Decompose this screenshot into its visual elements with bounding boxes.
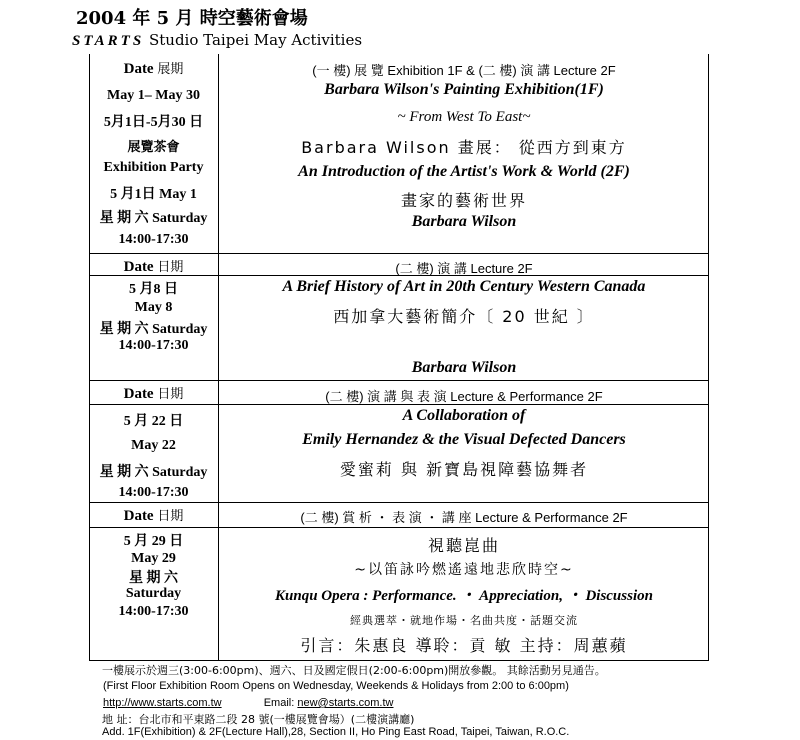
event-subtitle: An Introduction of the Artist's Work & World (2F) — [298, 163, 630, 180]
table-bottom-border — [89, 660, 709, 661]
party-label-zh: 展覽茶會 — [127, 140, 180, 155]
date-zh: 5 月 29 日 — [123, 534, 184, 549]
weekday-zh: 星 期 六 — [129, 571, 178, 586]
section-heading: (一 樓) 展 覽 Exhibition 1F & (二 樓) 演 講 Lecture 2F — [312, 63, 616, 78]
event-tagline: ~ From West To East~ — [397, 109, 531, 125]
address-en: Add. 1F(Exhibition) & 2F(Lecture Hall),28, Section II, Ho Ping East Road, Taipei, Taiwan, R.O.C. — [102, 726, 570, 738]
starts-logo: STARTS — [72, 33, 145, 49]
event-hosts: 引言：朱惠良 導聆：貢 敏 主持：周蕙蘋 — [300, 636, 628, 655]
date: May 29 — [131, 551, 176, 566]
row-divider — [89, 527, 709, 528]
event-tagline-zh: ~以笛詠吟燃遙遠地悲欣時空~ — [354, 562, 574, 578]
date-header: Date 日期 — [123, 508, 184, 524]
event-title: A Brief History of Art in 20th Century Western Canada — [282, 278, 646, 295]
email-link[interactable]: new@starts.com.tw — [297, 697, 394, 709]
speaker: Barbara Wilson — [411, 359, 517, 376]
date-header: Date 日期 — [123, 386, 184, 402]
section-heading: (二 樓) 演 講 與 表 演 Lecture & Performance 2F — [325, 389, 603, 404]
event-title-zh: 西加拿大藝術簡介〔 20 世紀 〕 — [333, 307, 595, 326]
weekday: 星 期 六 Saturday — [99, 322, 208, 337]
page-subtitle — [72, 31, 362, 50]
website-link[interactable]: http://www.starts.com.tw — [103, 697, 222, 709]
event-subtitle-zh: 畫家的藝術世界 — [400, 191, 527, 210]
date-header: Date 展期 — [123, 61, 184, 77]
weekday: 星 期 六 Saturday — [99, 211, 208, 226]
time: 14:00-17:30 — [118, 338, 189, 353]
opening-hours-en: (First Floor Exhibition Room Opens on Wednesday, Weekends & Holidays from 2:00 to 6:00pm) — [103, 680, 569, 692]
date: May 22 — [131, 438, 176, 453]
event-title-zh: Barbara Wilson 畫展： 從西方到東方 — [301, 138, 627, 157]
email-label: Email: — [263, 697, 295, 709]
page-title: 2004 年 5 月 時空藝術會場 — [76, 8, 308, 29]
event-subtitle: Emily Hernandez & the Visual Defected Dancers — [302, 431, 626, 448]
date-zh: 5 月 22 日 — [123, 414, 184, 429]
time: 14:00-17:30 — [118, 232, 189, 247]
section-heading: (二 樓) 演 講 Lecture 2F — [395, 261, 533, 276]
event-title: Kunqu Opera : Performance. ・ Appreciation, ・ Discussion — [275, 588, 653, 604]
row-divider — [89, 502, 709, 503]
date: May 8 — [134, 300, 173, 315]
date-header: Date 日期 — [123, 259, 184, 275]
address-zh: 地 址：台北市和平東路二段 28 號(一樓展覽會場）(二樓演講廳) — [102, 713, 415, 726]
time: 14:00-17:30 — [118, 485, 189, 500]
event-title: A Collaboration of — [402, 407, 526, 424]
speaker: Barbara Wilson — [411, 213, 517, 230]
event-title: Barbara Wilson's Painting Exhibition(1F) — [324, 81, 604, 98]
contact-line — [103, 697, 393, 709]
time: 14:00-17:30 — [118, 604, 189, 619]
event-title-zh: 視聽崑曲 — [427, 536, 500, 555]
weekday: 星 期 六 Saturday — [99, 465, 208, 480]
date-zh: 5 月8 日 — [129, 282, 178, 297]
event-subtitle-zh: 經典選萃・就地作場・名曲共度・話題交流 — [350, 614, 578, 627]
party-label: Exhibition Party — [103, 160, 204, 175]
party-date: 5 月1日 May 1 — [110, 187, 197, 202]
weekday: Saturday — [125, 586, 182, 601]
section-heading: (二 樓) 賞 析 ・ 表 演 ・ 講 座 Lecture & Performance 2F — [300, 510, 628, 525]
opening-hours-zh: 一樓展示於週三(3:00-6:00pm)、週六、日及國定假日(2:00-6:00pm)開放參觀。 其餘活動另見通告。 — [102, 664, 606, 677]
date-range-zh: 5月1日-5月30 日 — [103, 115, 204, 130]
event-title-zh: 愛蜜莉 與 新寶島視障藝協舞者 — [339, 460, 589, 479]
row-divider — [89, 380, 709, 381]
row-divider — [89, 253, 709, 254]
subtitle-text: Studio Taipei May Activities — [148, 31, 363, 49]
date-range: May 1– May 30 — [107, 88, 200, 103]
